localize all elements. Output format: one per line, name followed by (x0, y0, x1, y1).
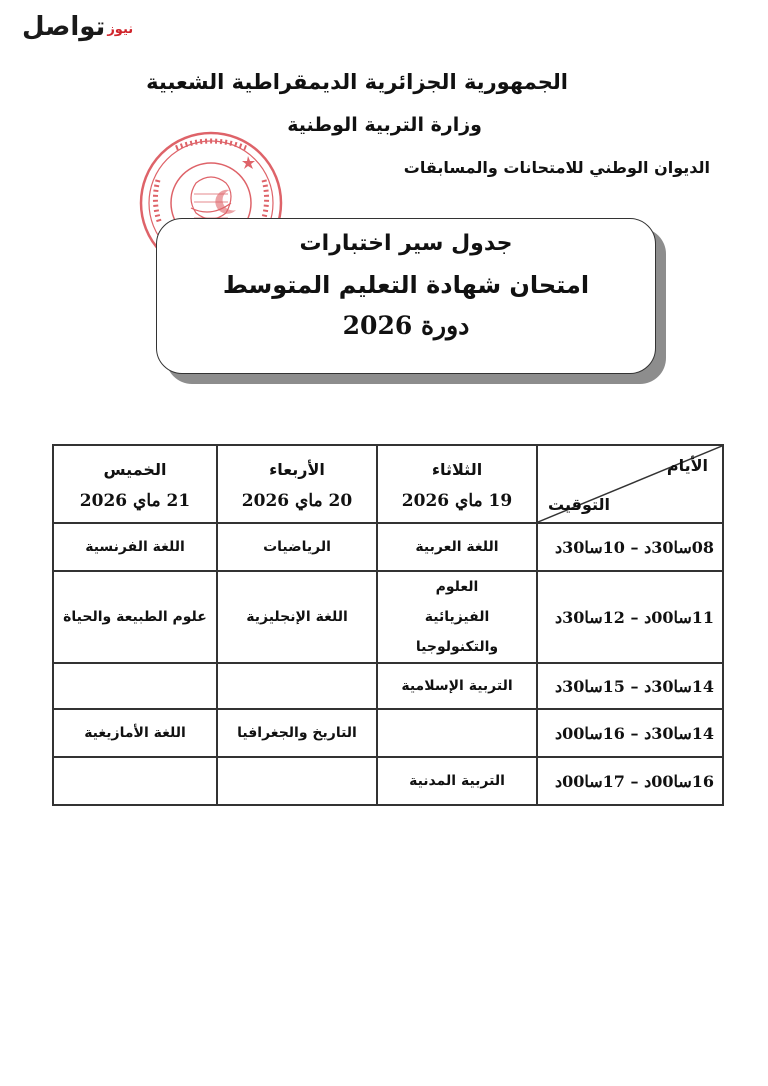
subject-cell: اللغة الأمازيغية (53, 709, 217, 757)
subject-cell: علوم الطبيعة والحياة (53, 571, 217, 663)
table-row (53, 571, 723, 663)
subject-cell: التربية المدنية (377, 757, 537, 805)
subject-cell: التربية الإسلامية (377, 663, 537, 709)
day-date: 19 ماي 2026 (401, 491, 513, 511)
day-name: الثلاثاء (431, 460, 483, 479)
subject-cell (53, 757, 217, 805)
logo-sub: نيوز (107, 22, 134, 37)
subject-cell: اللغة العربية (377, 523, 537, 571)
schedule-title: جدول سير اختبارات (299, 231, 513, 256)
site-logo (22, 14, 133, 40)
day-header (217, 445, 377, 523)
time-slot: 14سا30د – 16سا00د (537, 709, 723, 757)
office-title: الديوان الوطني للامتحانات والمسابقات (403, 158, 710, 177)
time-slot: 11سا00د – 12سا30د (537, 571, 723, 663)
logo-mark: ﺗﻮﺍﺻﻞ (22, 12, 106, 42)
subject-cell: التاريخ والجغرافيا (217, 709, 377, 757)
table-row (53, 757, 723, 805)
subject-cell: العلوم الفيزيائية والتكنولوجيا (377, 571, 537, 663)
time-slot: 08سا30د – 10سا30د (537, 523, 723, 571)
subject-cell (377, 709, 537, 757)
exam-title: امتحان شهادة التعليم المتوسط (222, 271, 590, 299)
corner-time-label: التوقيت (548, 495, 610, 514)
title-box (156, 218, 656, 374)
subject-cell: الرياضيات (217, 523, 377, 571)
table-row (53, 523, 723, 571)
corner-cell (537, 445, 723, 523)
table-header-row (53, 445, 723, 523)
time-slot: 14سا30د – 15سا30د (537, 663, 723, 709)
day-date: 21 ماي 2026 (79, 491, 191, 511)
day-name: الخميس (103, 460, 167, 479)
table-row (53, 709, 723, 757)
subject-cell (217, 663, 377, 709)
republic-title: الجمهورية الجزائرية الديمقراطية الشعبية (146, 70, 568, 94)
time-slot: 16سا00د – 17سا00د (537, 757, 723, 805)
table-row (53, 663, 723, 709)
day-header (53, 445, 217, 523)
subject-cell (53, 663, 217, 709)
session-title: دورة 2026 (342, 311, 470, 340)
subject-cell (217, 757, 377, 805)
subject-cell: اللغة الإنجليزية (217, 571, 377, 663)
subject-cell: اللغة الفرنسية (53, 523, 217, 571)
ministry-title: وزارة التربية الوطنية (287, 114, 482, 136)
day-date: 20 ماي 2026 (241, 491, 353, 511)
day-header (377, 445, 537, 523)
day-name: الأربعاء (269, 460, 325, 479)
corner-days-label: الأيام (666, 456, 708, 475)
exam-schedule-table (52, 444, 724, 806)
